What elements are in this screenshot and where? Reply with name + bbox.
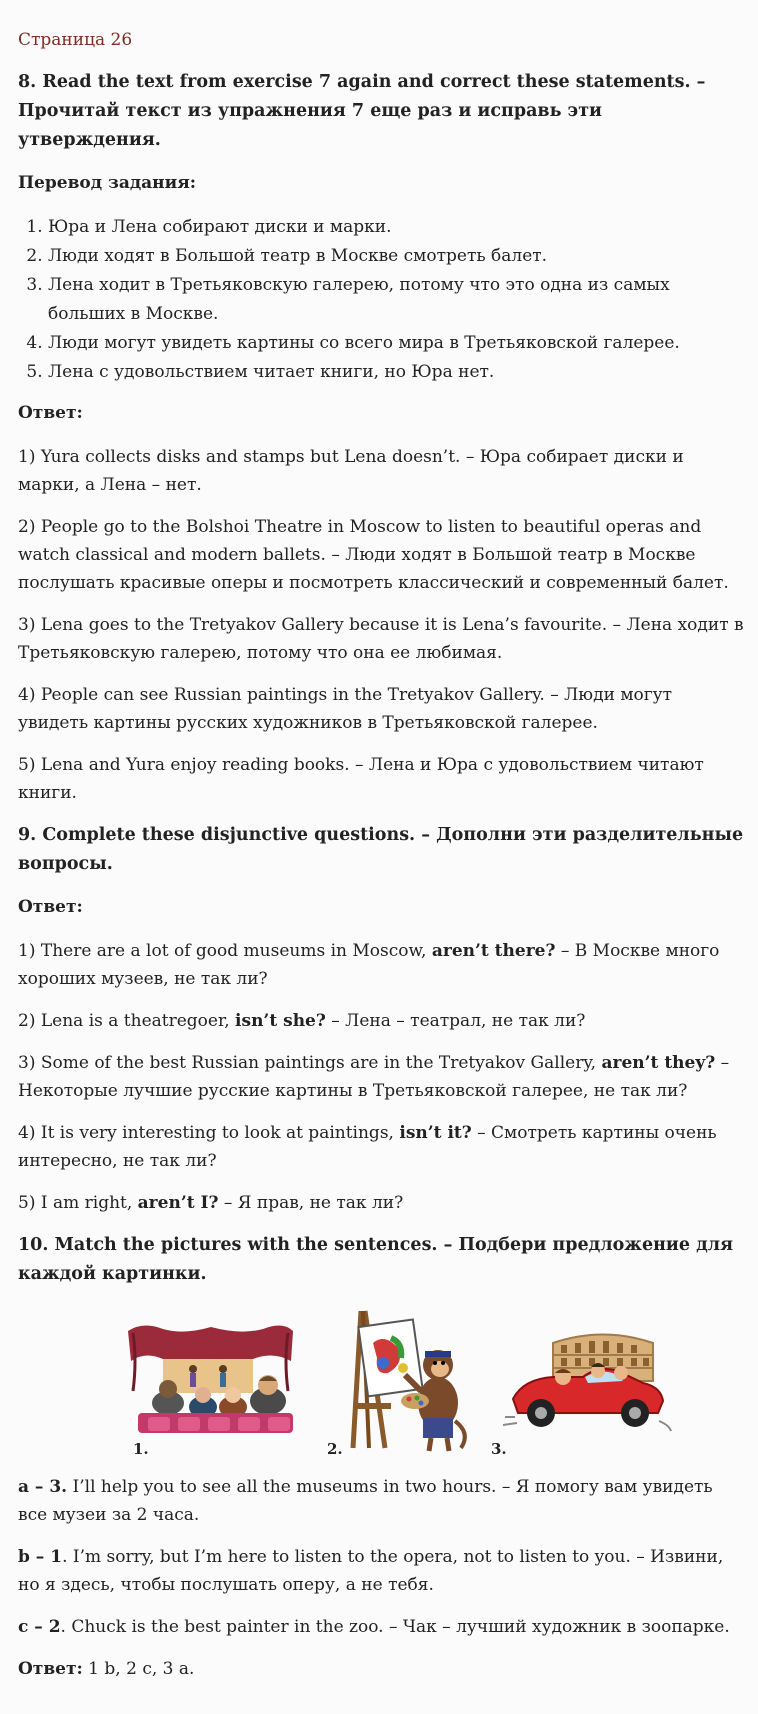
theatre-audience-illustration (123, 1321, 298, 1436)
answer-text: 5) I am right, (18, 1193, 138, 1213)
picture-number: 3. (491, 1440, 507, 1458)
answer-paragraph: 3) Lena goes to the Tretyakov Gallery because it is Lena’s favourite. – Лена ходит в Третьяковскую галерею, потому что она ее любимая. (18, 615, 744, 663)
answer-translation: – Я прав, не так ли? (218, 1193, 404, 1213)
monkey-painter-illustration (343, 1303, 478, 1453)
match-text: I’ll help you to see all the museums in two hours. – Я помогу вам увидеть все музеи за 2 часа. (18, 1477, 713, 1525)
answer-tag-question: aren’t they? (601, 1053, 716, 1073)
exercise-8-heading: 8. Read the text from exercise 7 again and correct these statements. – Прочитай текст из упражнения 7 еще раз и исправь эти утверждения. (18, 72, 706, 150)
answer-text: 2) Lena is a theatregoer, (18, 1011, 236, 1031)
answer-text: 1) There are a lot of good museums in Moscow, (18, 941, 432, 961)
answer-translation: – В Москве много хороших музеев, не так ли? (18, 941, 720, 989)
answer-tag-question: aren’t there? (431, 941, 556, 961)
match-paragraph (18, 1473, 744, 1529)
answer-paragraph (18, 1119, 744, 1175)
exercise-8-task-list (18, 213, 744, 387)
final-answer-text: 1 b, 2 c, 3 a. (82, 1659, 195, 1679)
answer-text: 4) It is very interesting to look at paintings, (18, 1123, 400, 1143)
translation-label: Перевод задания: (18, 173, 197, 193)
answer-paragraph (18, 1007, 744, 1035)
match-text: . I’m sorry, but I’m here to listen to the opera, not to listen to you. – Извини, но я здесь, чтобы послушать оперу, а не тебя. (18, 1547, 724, 1595)
list-item: 2. Люди ходят в Большой театр в Москве смотреть балет. (48, 242, 744, 271)
match-paragraph (18, 1613, 744, 1641)
final-answer (18, 1655, 744, 1683)
match-key: c – 2 (18, 1617, 61, 1637)
answer-tag-question: aren’t I? (137, 1193, 219, 1213)
answer-tag-question: isn’t she? (235, 1011, 326, 1031)
answer-translation: – Лена – театрал, не так ли? (325, 1011, 586, 1031)
answer-text: 3) Some of the best Russian paintings are in the Tretyakov Gallery, (18, 1053, 602, 1073)
answer-paragraph: 2) People go to the Bolshoi Theatre in Moscow to listen to beautiful operas and watch classical and modern ballets. – Люди ходят в Большой театр в Москве послушать красивые оперы и посмотреть классический и современный балет. (18, 517, 729, 593)
answer-label: Ответ: (18, 1659, 83, 1679)
page-number-label: Страница 26 (18, 30, 133, 50)
list-item: 5. Лена с удовольствием читает книги, но Юра нет. (48, 358, 744, 387)
list-item: 4. Люди могут увидеть картины со всего мира в Третьяковской галерее. (48, 329, 744, 358)
match-text: . Chuck is the best painter in the zoo. – Чак – лучший художник в зоопарке. (60, 1617, 730, 1637)
picture-number: 2. (327, 1440, 343, 1458)
exercise-10-heading: 10. Match the pictures with the sentences. – Подбери предложение для каждой картинки. (18, 1235, 734, 1284)
list-item: 1. Юра и Лена собирают диски и марки. (48, 213, 744, 242)
answer-paragraph: 1) Yura collects disks and stamps but Lena doesn’t. – Юра собирает диски и марки, а Лена – нет. (18, 447, 684, 495)
answer-tag-question: isn’t it? (399, 1123, 472, 1143)
colosseum-car-illustration (503, 1321, 673, 1436)
match-key: a – 3. (18, 1477, 68, 1497)
list-item: 3. Лена ходит в Третьяковскую галерею, потому что это одна из самых больших в Москве. (48, 271, 744, 329)
answer-translation: – Некоторые лучшие русские картины в Третьяковской галерее, не так ли? (18, 1053, 730, 1101)
exercise-9-heading: 9. Complete these disjunctive questions. – Дополни эти разделительные вопросы. (18, 825, 744, 874)
answer-translation: – Смотреть картины очень интересно, не так ли? (18, 1123, 717, 1171)
answer-paragraph: 5) Lena and Yura enjoy reading books. – Лена и Юра с удовольствием читают книги. (18, 755, 704, 803)
answer-paragraph (18, 937, 744, 993)
answer-paragraph: 4) People can see Russian paintings in the Tretyakov Gallery. – Люди могут увидеть картины русских художников в Третьяковской галерее. (18, 685, 673, 733)
answer-label: Ответ: (18, 897, 83, 917)
match-key: b – 1 (18, 1547, 63, 1567)
match-paragraph (18, 1543, 744, 1599)
answer-paragraph (18, 1189, 744, 1217)
answer-paragraph (18, 1049, 744, 1105)
picture-number: 1. (133, 1440, 149, 1458)
exercise-10-pictures (18, 1303, 744, 1463)
answer-label: Ответ: (18, 403, 83, 423)
